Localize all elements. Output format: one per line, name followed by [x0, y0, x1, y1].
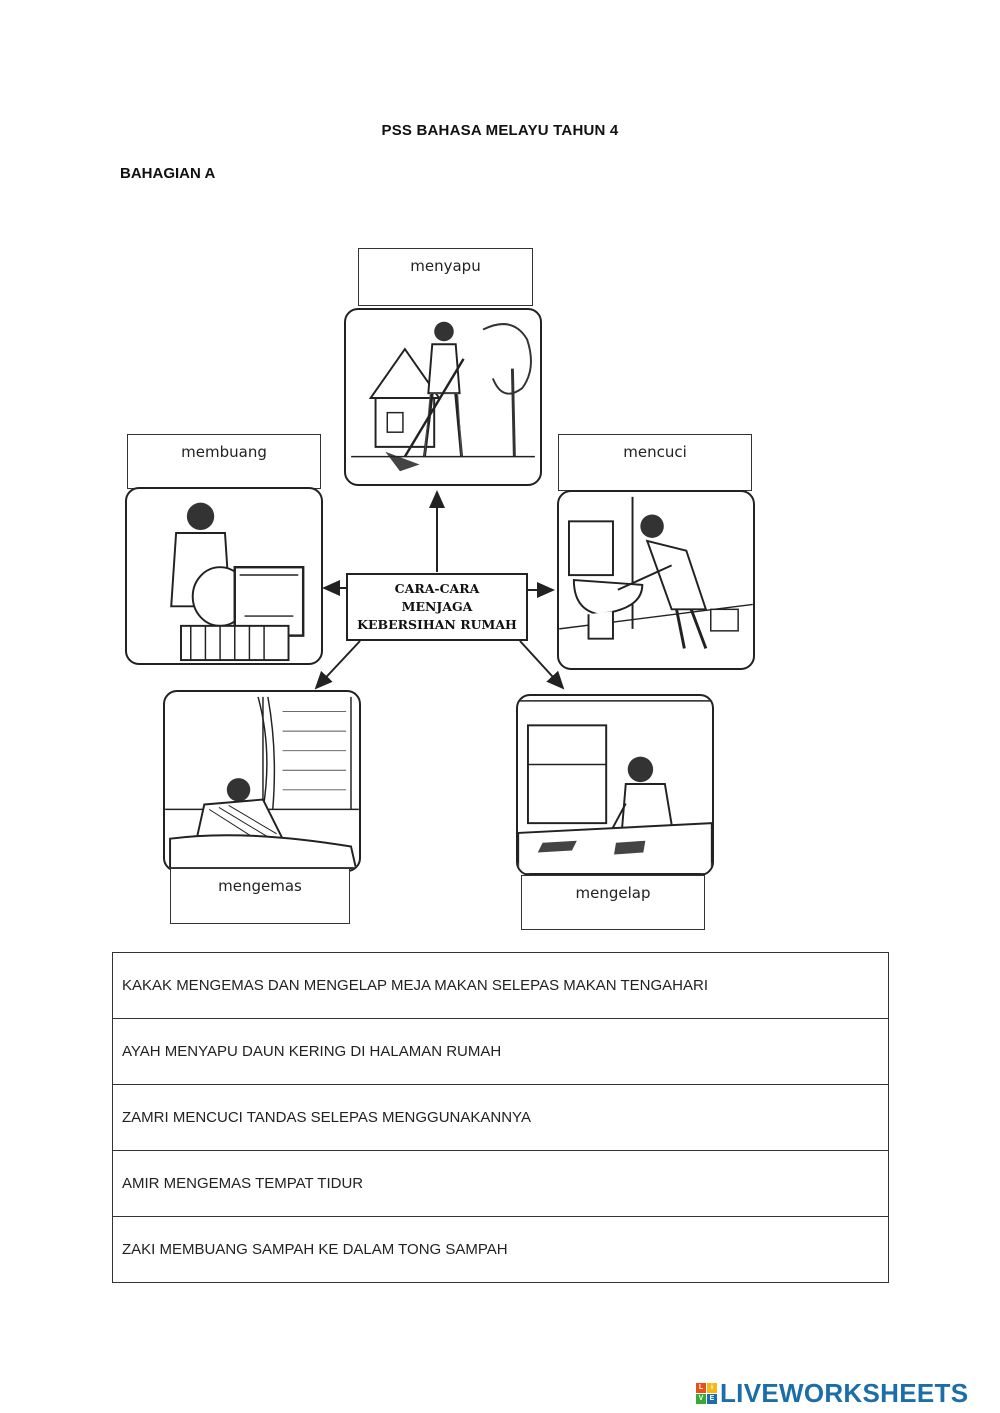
label-membuang-text: membuang	[181, 443, 267, 461]
label-mengelap[interactable]	[521, 875, 705, 930]
sentence-5: ZAKI MEMBUANG SAMPAH KE DALAM TONG SAMPAH	[113, 1217, 889, 1283]
center-line-3: KEBERSIHAN RUMAH	[357, 617, 517, 632]
page-title: PSS BAHASA MELAYU TAHUN 4	[381, 122, 619, 139]
label-mencuci-text: mencuci	[623, 443, 687, 461]
logo-letter: E	[707, 1394, 717, 1404]
label-mengelap-text: mengelap	[575, 884, 651, 902]
picture-wiping-table	[516, 694, 714, 876]
picture-making-bed	[163, 690, 361, 872]
sentence-table	[112, 952, 889, 1283]
picture-washing-toilet	[557, 490, 755, 670]
label-menyapu[interactable]	[358, 248, 533, 306]
label-mencuci[interactable]	[558, 434, 752, 491]
label-membuang[interactable]	[127, 434, 321, 489]
logo-letter: L	[696, 1383, 706, 1393]
label-mengemas[interactable]	[170, 868, 350, 924]
center-line-1: CARA-CARA	[394, 581, 480, 596]
table-row	[113, 953, 889, 1019]
sentence-3: ZAMRI MENCUCI TANDAS SELEPAS MENGGUNAKANNYA	[113, 1085, 889, 1151]
sentence-2: AYAH MENYAPU DAUN KERING DI HALAMAN RUMAH	[113, 1019, 889, 1085]
table-row	[113, 1151, 889, 1217]
sentence-1: KAKAK MENGEMAS DAN MENGELAP MEJA MAKAN SELEPAS MAKAN TENGAHARI	[113, 953, 889, 1019]
table-row	[113, 1085, 889, 1151]
picture-sweeping	[344, 308, 542, 486]
logo-mark-icon	[696, 1383, 717, 1404]
logo-text: LIVEWORKSHEETS	[720, 1377, 969, 1408]
sentence-4: AMIR MENGEMAS TEMPAT TIDUR	[113, 1151, 889, 1217]
picture-throwing-trash	[125, 487, 323, 665]
label-mengemas-text: mengemas	[218, 877, 302, 895]
section-heading: BAHAGIAN A	[120, 165, 216, 182]
logo-letter: i	[707, 1383, 717, 1393]
liveworksheets-logo[interactable]	[696, 1378, 968, 1408]
logo-letter: V	[696, 1394, 706, 1404]
label-menyapu-text: menyapu	[410, 257, 481, 275]
table-row	[113, 1019, 889, 1085]
center-line-2: MENJAGA	[401, 599, 473, 614]
table-row	[113, 1217, 889, 1283]
diagram-center-topic	[346, 573, 528, 641]
